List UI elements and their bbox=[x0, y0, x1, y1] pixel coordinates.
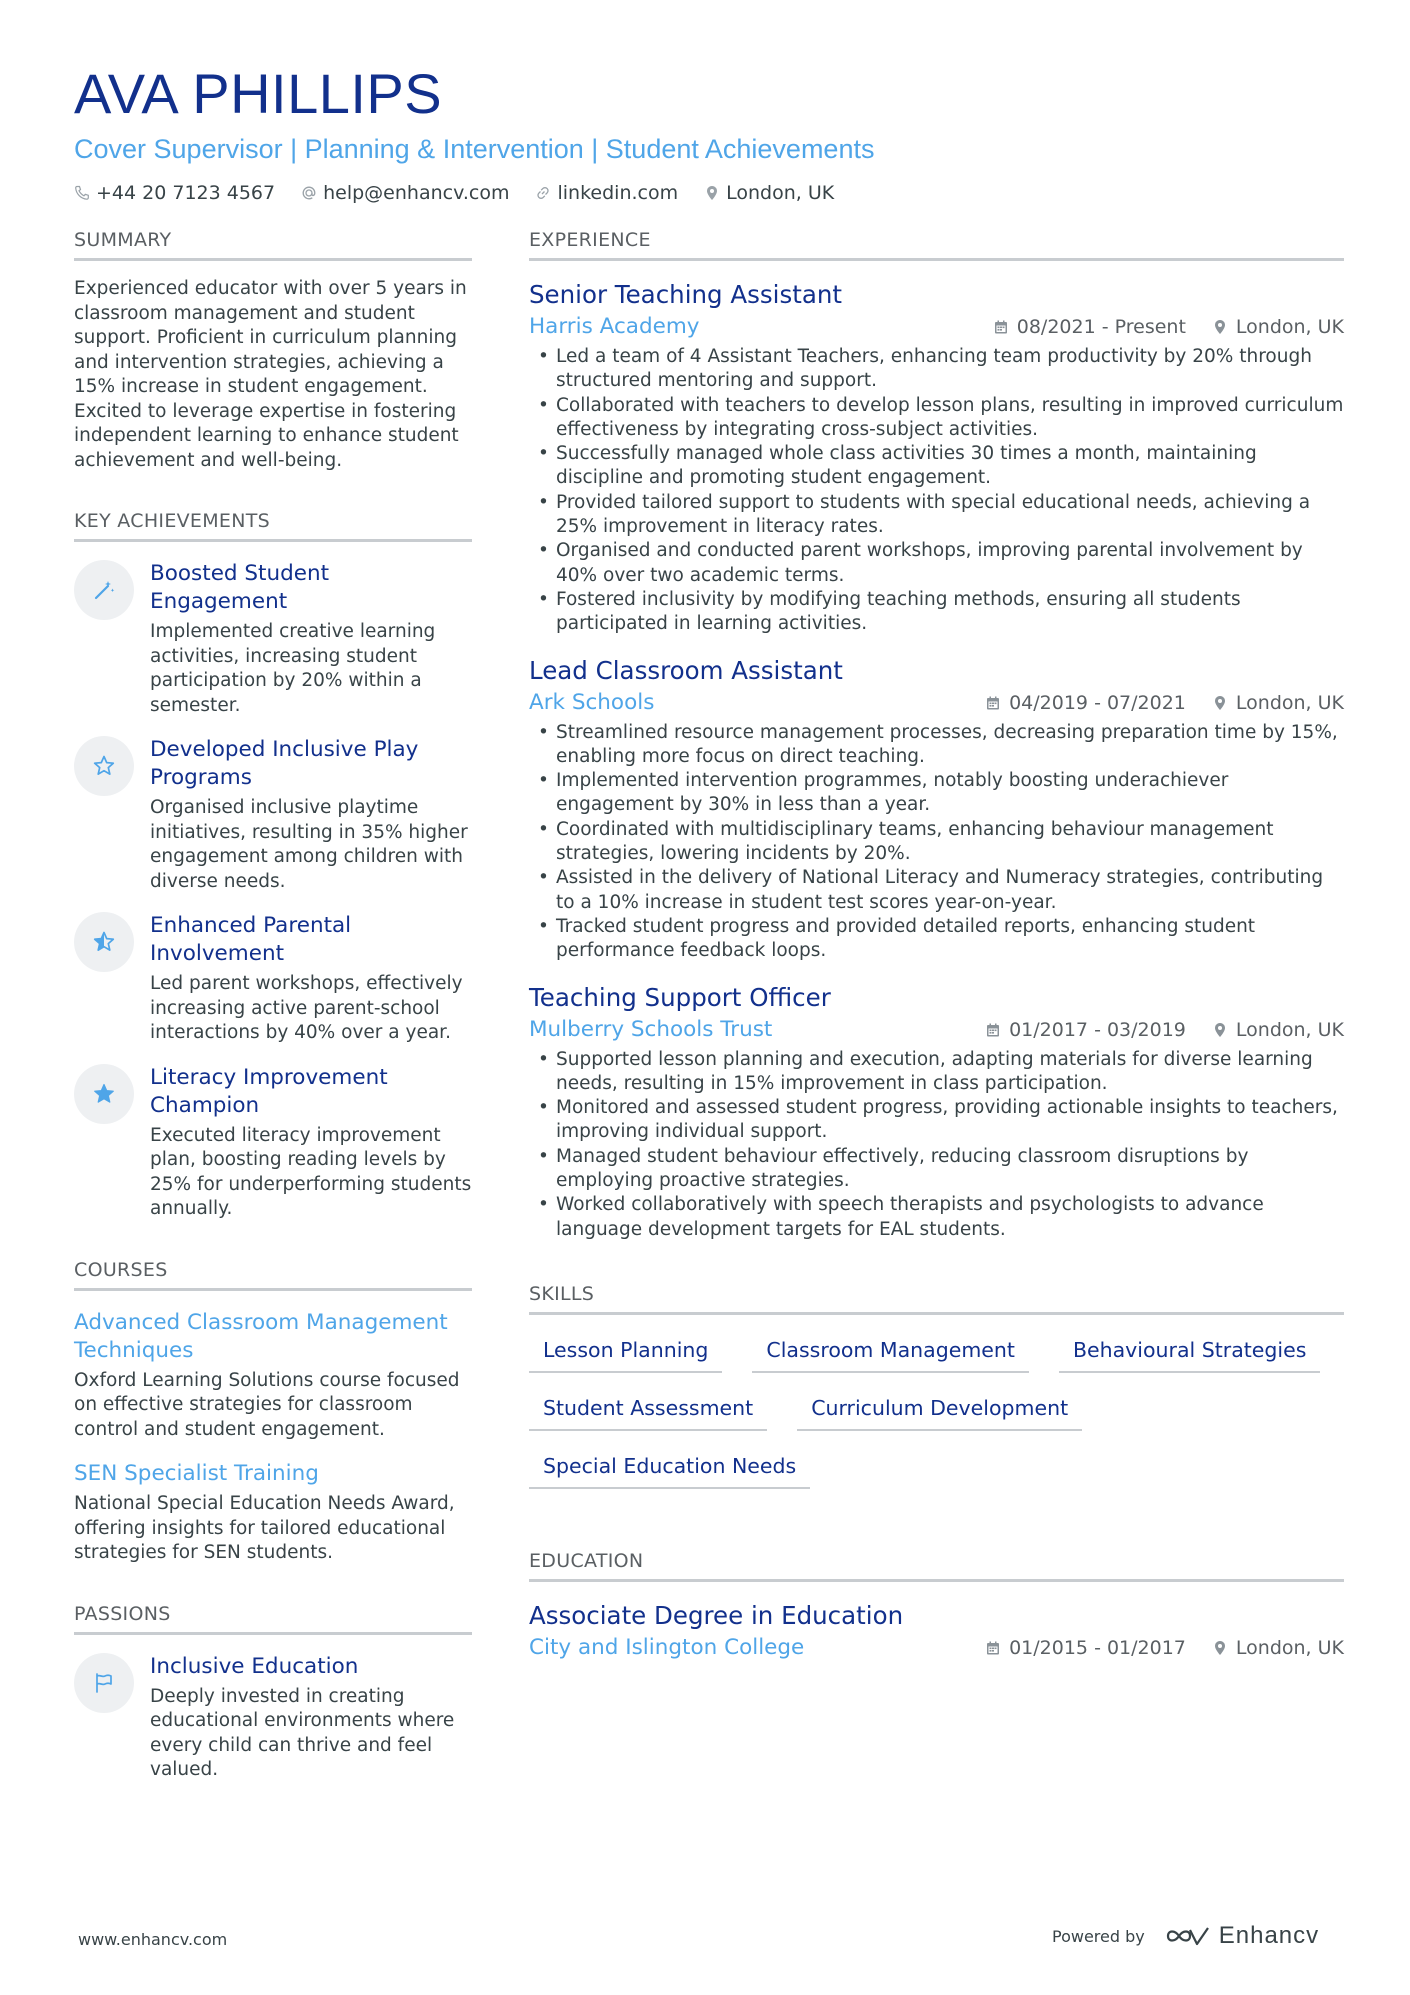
calendar-icon bbox=[985, 1022, 1001, 1038]
achievement-desc: Led parent workshops, effectively increasing active parent-school interactions by 40% over a year. bbox=[150, 973, 463, 1043]
calendar-icon bbox=[985, 695, 1001, 711]
course-desc: Oxford Learning Solutions course focused on effective strategies for classroom control and student engagement. bbox=[74, 1369, 460, 1440]
star-half-icon bbox=[74, 912, 134, 972]
job-dates: 04/2019 - 07/2021 bbox=[1009, 691, 1186, 714]
passions-title: PASSIONS bbox=[74, 1602, 472, 1635]
map-pin-icon bbox=[1212, 1640, 1228, 1656]
education-location: London, UK bbox=[1235, 1636, 1344, 1659]
job-dates: 01/2017 - 03/2019 bbox=[1009, 1018, 1186, 1041]
phone-text: +44 20 7123 4567 bbox=[96, 182, 276, 204]
enhancv-logo[interactable] bbox=[1165, 1922, 1319, 1950]
passion-item bbox=[74, 1653, 472, 1783]
bullet-item: • Tracked student progress and provided detailed reports, enhancing student performance feedback loops. bbox=[529, 915, 1344, 964]
bullet-item: • Fostered inclusivity by modifying teaching methods, ensuring all students participated in learning activities. bbox=[529, 588, 1344, 637]
skill-tag: Curriculum Development bbox=[797, 1387, 1082, 1431]
job-dates: 08/2021 - Present bbox=[1016, 316, 1186, 338]
course-title: SEN Specialist Training bbox=[74, 1461, 319, 1486]
enhancv-logo-icon bbox=[1165, 1924, 1211, 1948]
experience-section bbox=[529, 228, 1344, 1242]
achievement-item bbox=[74, 1064, 472, 1222]
achievement-title: Developed Inclusive Play Programs bbox=[150, 737, 419, 790]
job-title: Teaching Support Officer bbox=[529, 982, 831, 1012]
achievement-desc: Implemented creative learning activities, increasing student participation by 20% within a semester. bbox=[150, 621, 436, 716]
calendar-icon bbox=[985, 1640, 1001, 1656]
passion-title: Inclusive Education bbox=[150, 1653, 359, 1679]
course-title: Advanced Classroom Management Techniques bbox=[74, 1309, 448, 1363]
left-column bbox=[74, 228, 472, 1819]
course-item bbox=[74, 1309, 472, 1443]
bullet-item: • Assisted in the delivery of National Literacy and Numeracy strategies, contributing to a 10% increase in student test scores year-on-year. bbox=[529, 866, 1344, 915]
bullet-item: • Streamlined resource management processes, decreasing preparation time by 15%, enabling more focus on direct teaching. bbox=[529, 721, 1344, 770]
linkedin-text: linkedin.com bbox=[557, 182, 679, 204]
star-filled-icon bbox=[74, 1064, 134, 1124]
skills-list bbox=[529, 1329, 1344, 1503]
bullet-item: • Monitored and assessed student progress, providing actionable insights to teachers, improving individual support. bbox=[529, 1096, 1344, 1145]
contact-bar bbox=[74, 180, 1344, 206]
summary-title: SUMMARY bbox=[74, 228, 472, 261]
link-icon bbox=[535, 185, 551, 201]
candidate-name: AVA PHILLIPS bbox=[74, 62, 443, 125]
job-entry bbox=[529, 982, 1344, 1242]
job-title: Senior Teaching Assistant bbox=[529, 280, 842, 309]
contact-phone[interactable] bbox=[74, 180, 275, 206]
right-column bbox=[529, 228, 1344, 1698]
passion-desc: Deeply invested in creating educational environments where every child can thrive and feel valued. bbox=[150, 1685, 455, 1780]
job-company: Ark Schools bbox=[529, 689, 655, 715]
bullet-item: • Implemented intervention programmes, notably boosting underachiever engagement by 30% in less than a year. bbox=[529, 769, 1344, 818]
at-icon bbox=[301, 185, 317, 201]
achievement-title: Enhanced Parental Involvement bbox=[150, 913, 352, 966]
degree-title: Associate Degree in Education bbox=[529, 1600, 904, 1630]
phone-icon bbox=[74, 185, 90, 201]
skill-tag: Special Education Needs bbox=[529, 1445, 810, 1489]
email-text: help@enhancv.com bbox=[323, 182, 510, 204]
education-dates: 01/2015 - 01/2017 bbox=[1009, 1636, 1186, 1659]
job-location: London, UK bbox=[1235, 316, 1344, 338]
contact-linkedin[interactable] bbox=[535, 180, 678, 206]
skills-title: SKILLS bbox=[529, 1282, 1344, 1315]
job-location: London, UK bbox=[1235, 1018, 1344, 1041]
job-bullets bbox=[529, 1048, 1344, 1242]
summary-text: Experienced educator with over 5 years in classroom management and student support. Proficient in curriculum planning and intervention strategies, achieving a 15% increase in student engagement. Excited to leverage expertise in fostering independent learning to enhance student achievement and well-being. bbox=[74, 278, 467, 471]
bullet-item: • Managed student behaviour effectively, reducing classroom disruptions by employing proactive strategies. bbox=[529, 1145, 1344, 1194]
courses-section bbox=[74, 1258, 472, 1566]
bullet-item: • Coordinated with multidisciplinary teams, enhancing behaviour management strategies, lowering incidents by 20%. bbox=[529, 818, 1344, 867]
brand-name: Enhancv bbox=[1218, 1922, 1320, 1949]
bullet-item: • Worked collaboratively with speech therapists and psychologists to advance language development targets for EAL students. bbox=[529, 1193, 1344, 1242]
job-location: London, UK bbox=[1235, 691, 1344, 714]
job-bullets bbox=[529, 721, 1344, 964]
experience-title: EXPERIENCE bbox=[529, 228, 1344, 261]
bullet-item: • Successfully managed whole class activities 30 times a month, maintaining discipline and promoting student engagement. bbox=[529, 442, 1344, 491]
map-pin-icon bbox=[1212, 695, 1228, 711]
job-entry bbox=[529, 279, 1344, 637]
achievements-title: KEY ACHIEVEMENTS bbox=[74, 509, 472, 542]
map-pin-icon bbox=[1212, 1022, 1228, 1038]
skill-tag: Student Assessment bbox=[529, 1387, 767, 1431]
bullet-item: • Led a team of 4 Assistant Teachers, enhancing team productivity by 20% through structured mentoring and support. bbox=[529, 345, 1344, 394]
job-title: Lead Classroom Assistant bbox=[529, 655, 843, 685]
achievement-title: Literacy Improvement Champion bbox=[150, 1064, 388, 1118]
achievement-desc: Organised inclusive playtime initiatives, resulting in 35% higher engagement among children with diverse needs. bbox=[150, 797, 468, 892]
map-pin-icon bbox=[1212, 319, 1228, 335]
achievement-item bbox=[74, 912, 472, 1046]
magic-wand-icon bbox=[74, 560, 134, 620]
contact-location bbox=[704, 180, 834, 206]
flag-icon bbox=[74, 1653, 134, 1713]
bullet-item: • Supported lesson planning and execution, adapting materials for diverse learning needs, resulting in 15% improvement in class participation. bbox=[529, 1048, 1344, 1097]
map-pin-icon bbox=[704, 185, 720, 201]
contact-email[interactable] bbox=[301, 180, 509, 206]
job-company: Mulberry Schools Trust bbox=[529, 1016, 773, 1042]
achievement-item bbox=[74, 736, 472, 894]
calendar-icon bbox=[993, 319, 1009, 335]
location-text: London, UK bbox=[726, 182, 835, 204]
candidate-tagline: Cover Supervisor | Planning & Intervention | Student Achievements bbox=[74, 134, 875, 164]
achievement-desc: Executed literacy improvement plan, boosting reading levels by 25% for underperforming students annually. bbox=[150, 1124, 472, 1219]
skills-section bbox=[529, 1282, 1344, 1503]
achievement-title: Boosted Student Engagement bbox=[150, 561, 330, 614]
bullet-item: • Collaborated with teachers to develop lesson plans, resulting in improved curriculum effectiveness by integrating cross-subject activities. bbox=[529, 394, 1344, 443]
powered-by-label: Powered by bbox=[1052, 1926, 1145, 1946]
bullet-item: • Organised and conducted parent workshops, improving parental involvement by 40% over two academic terms. bbox=[529, 539, 1344, 588]
course-desc: National Special Education Needs Award, offering insights for tailored educational strategies for SEN students. bbox=[74, 1493, 455, 1563]
course-item bbox=[74, 1460, 472, 1566]
footer-website[interactable]: www.enhancv.com bbox=[78, 1930, 228, 1949]
resume-header bbox=[74, 62, 1344, 206]
achievement-item bbox=[74, 560, 472, 718]
passions-section bbox=[74, 1602, 472, 1783]
education-section bbox=[529, 1549, 1344, 1662]
courses-title: COURSES bbox=[74, 1258, 472, 1291]
education-title: EDUCATION bbox=[529, 1549, 1344, 1582]
job-bullets bbox=[529, 345, 1344, 637]
star-outline-icon bbox=[74, 736, 134, 796]
footer-branding bbox=[1052, 1922, 1319, 1950]
education-entry bbox=[529, 1600, 1344, 1662]
skill-tag: Behavioural Strategies bbox=[1059, 1329, 1321, 1373]
summary-section bbox=[74, 228, 472, 473]
bullet-item: • Provided tailored support to students with special educational needs, achieving a 25% improvement in literacy rates. bbox=[529, 491, 1344, 540]
achievements-section bbox=[74, 509, 472, 1222]
skill-tag: Classroom Management bbox=[752, 1329, 1029, 1373]
school-name: City and Islington College bbox=[529, 1634, 805, 1660]
job-entry bbox=[529, 655, 1344, 964]
job-company: Harris Academy bbox=[529, 314, 700, 339]
skill-tag: Lesson Planning bbox=[529, 1329, 722, 1373]
